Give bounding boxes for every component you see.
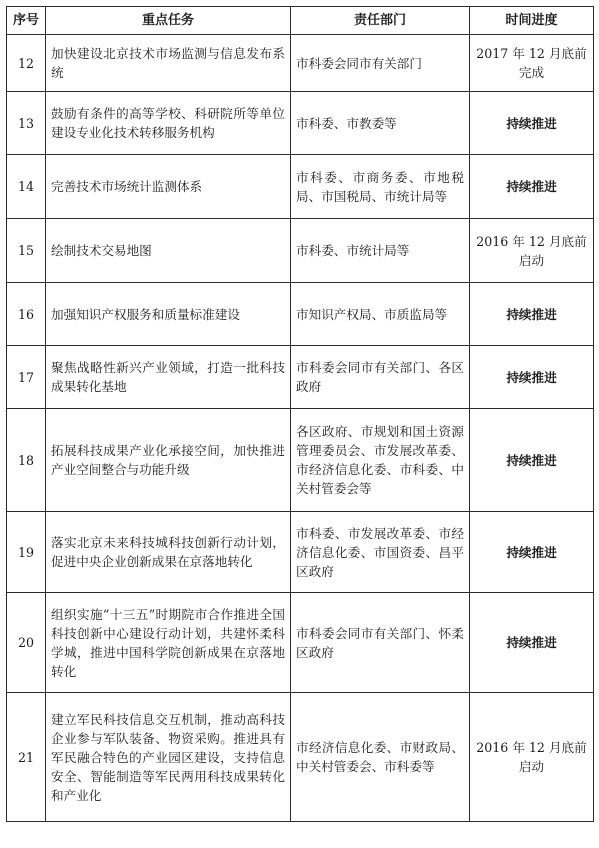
row-serial-number-text: 18: [17, 452, 35, 468]
row-key-task-text: 加快建设北京技术市场监测与信息发布系统: [51, 46, 285, 80]
row-serial-number: [7, 219, 46, 283]
table-row: [7, 283, 594, 346]
row-time-progress-text: 持续推进: [506, 369, 557, 385]
row-time-progress-text: 持续推进: [506, 306, 557, 322]
row-responsible-department: [291, 512, 470, 593]
table-row: [7, 219, 594, 283]
row-serial-number: [7, 35, 46, 92]
row-serial-number-text: 19: [17, 544, 35, 560]
row-serial-number: [7, 92, 46, 155]
row-responsible-department: [291, 593, 470, 693]
table-row: [7, 693, 594, 822]
row-responsible-department-text: 市科委、市教委等: [296, 115, 397, 131]
row-responsible-department-text: 市经济信息化委、市财政局、中关村管委会、市科委等: [296, 740, 464, 774]
table-row: [7, 593, 594, 693]
row-responsible-department: [291, 35, 470, 92]
row-serial-number: [7, 283, 46, 346]
table-row: [7, 155, 594, 219]
table-row: [7, 409, 594, 512]
row-key-task: [46, 283, 291, 346]
key-tasks-table: [6, 6, 594, 822]
row-responsible-department-text: 市科委会同市有关部门: [296, 55, 422, 71]
row-time-progress: [470, 593, 594, 693]
row-serial-number-text: 12: [17, 55, 35, 71]
row-serial-number-text: 21: [17, 749, 35, 765]
row-responsible-department-text: 市科委、市发展改革委、市经济信息化委、市国资委、昌平区政府: [296, 525, 464, 579]
row-responsible-department-text: 各区政府、市规划和国土资源管理委员会、市发展改革委、市经济信息化委、市科委、中关村管委会等: [296, 424, 464, 496]
header-serial-number: 序号: [7, 7, 46, 35]
row-responsible-department-text: 市科委、市商务委、市地税局、市国税局、市统计局等: [296, 169, 464, 204]
row-serial-number: [7, 409, 46, 512]
row-key-task-text: 完善技术市场统计监测体系: [51, 179, 203, 194]
row-serial-number-text: 14: [17, 179, 35, 194]
row-time-progress: [470, 35, 594, 92]
row-serial-number-text: 17: [17, 369, 35, 385]
header-key-task: 重点任务: [46, 7, 291, 35]
header-responsible-department: 责任部门: [291, 7, 470, 35]
table-body: [7, 35, 594, 822]
row-key-task: [46, 593, 291, 693]
row-time-progress-text: 2017 年 12 月底前完成: [476, 46, 587, 80]
row-key-task-text: 绘制技术交易地图: [51, 243, 152, 258]
row-key-task: [46, 92, 291, 155]
row-serial-number-text: 13: [17, 115, 35, 131]
row-key-task: [46, 346, 291, 409]
row-key-task-text: 落实北京未来科技城科技创新行动计划，促进中央企业创新成果在京落地转化: [51, 535, 285, 569]
row-time-progress: [470, 512, 594, 593]
row-key-task: [46, 512, 291, 593]
row-time-progress: [470, 409, 594, 512]
row-key-task-text: 建立军民科技信息交互机制，推动高科技企业参与军队装备、物资采购。推进具有军民融合特色的产业园区建设，支持信息安全、智能制造等军民两用科技成果转化和产业化: [51, 711, 285, 803]
row-time-progress-text: 2016 年 12 月底前启动: [476, 740, 587, 774]
row-time-progress-text: 持续推进: [506, 179, 557, 194]
row-serial-number-text: 20: [17, 635, 35, 650]
row-responsible-department-text: 市知识产权局、市质监局等: [296, 306, 448, 322]
table-header-row: [7, 7, 594, 35]
row-responsible-department-text: 市科委会同市有关部门、各区政府: [296, 360, 464, 394]
row-serial-number-text: 16: [17, 306, 35, 322]
row-time-progress: [470, 693, 594, 822]
row-serial-number: [7, 593, 46, 693]
row-serial-number-text: 15: [17, 243, 35, 258]
row-key-task: [46, 219, 291, 283]
row-responsible-department: [291, 346, 470, 409]
header-time-progress: 时间进度: [470, 7, 594, 35]
row-serial-number: [7, 155, 46, 219]
table-row: [7, 512, 594, 593]
row-serial-number: [7, 693, 46, 822]
row-key-task-text: 鼓励有条件的高等学校、科研院所等单位建设专业化技术转移服务机构: [51, 106, 285, 140]
row-responsible-department: [291, 409, 470, 512]
row-key-task-text: 拓展科技成果产业化承接空间，加快推进产业空间整合与功能升级: [51, 443, 285, 477]
table-row: [7, 346, 594, 409]
row-time-progress-text: 持续推进: [506, 115, 557, 131]
row-time-progress: [470, 155, 594, 219]
row-serial-number: [7, 346, 46, 409]
row-time-progress: [470, 346, 594, 409]
row-key-task-text: 聚焦战略性新兴产业领域，打造一批科技成果转化基地: [51, 360, 285, 394]
row-responsible-department: [291, 92, 470, 155]
row-key-task-text: 组织实施“十三五”时期院市合作推进全国科技创新中心建设行动计划，共建怀柔科学城，推进中国科学院创新成果在京落地转化: [51, 606, 285, 679]
table-row: [7, 92, 594, 155]
row-key-task: [46, 155, 291, 219]
row-time-progress: [470, 92, 594, 155]
row-responsible-department: [291, 155, 470, 219]
row-responsible-department-text: 市科委、市统计局等: [296, 243, 410, 258]
row-responsible-department: [291, 283, 470, 346]
row-responsible-department: [291, 219, 470, 283]
row-key-task: [46, 693, 291, 822]
row-time-progress-text: 持续推进: [506, 544, 557, 560]
row-time-progress-text: 持续推进: [506, 635, 557, 650]
row-serial-number: [7, 512, 46, 593]
row-time-progress: [470, 283, 594, 346]
row-time-progress-text: 持续推进: [506, 452, 557, 468]
row-responsible-department: [291, 693, 470, 822]
row-time-progress-text: 2016 年 12 月底前启动: [476, 233, 587, 268]
row-key-task-text: 加强知识产权服务和质量标准建设: [51, 306, 240, 322]
row-responsible-department-text: 市科委会同市有关部门、怀柔区政府: [296, 625, 464, 660]
table-row: [7, 35, 594, 92]
row-key-task: [46, 409, 291, 512]
row-key-task: [46, 35, 291, 92]
row-time-progress: [470, 219, 594, 283]
